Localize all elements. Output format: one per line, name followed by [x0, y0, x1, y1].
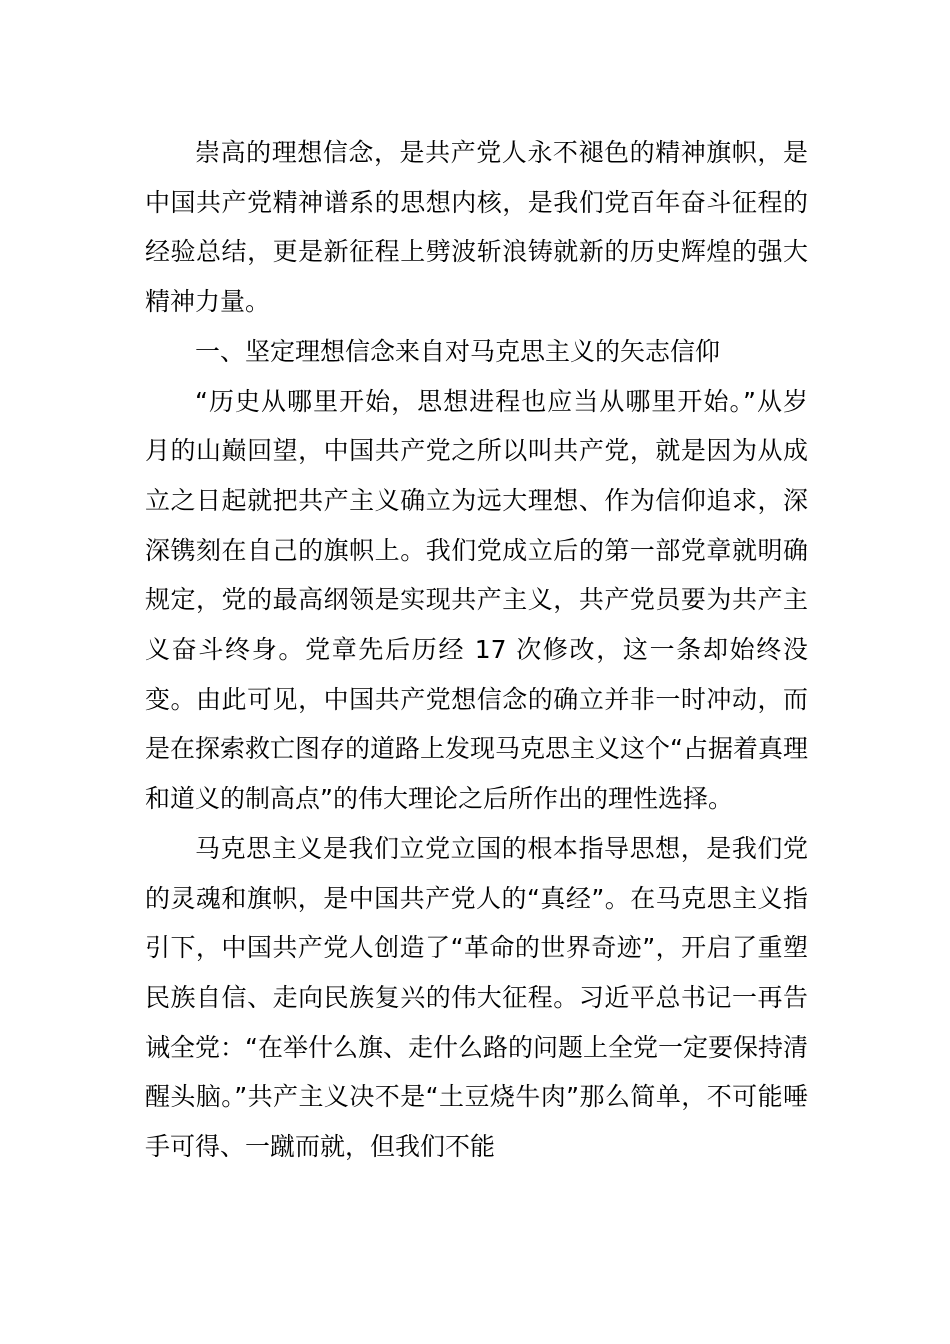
section-heading: 一、坚定理想信念来自对马克思主义的矢志信仰 [195, 336, 721, 366]
document-body [145, 128, 808, 1172]
paragraph-history: “历史从哪里开始，思想进程也应当从哪里开始。”从岁月的山巅回望，中国共产党之所以叫共产党，就是因为从成立之日起就把共产主义确立为远大理想、作为信仰追求，深深镌刻在自己的旗帜上。我们党成立后的第一部党章就明确规定，党的最高纲领是实现共产主义，共产党员要为共产主义奋斗终身。党章先后历经 17 次修改，这一条却始终没变。由此可见，中国共产党想信念的确立并非一时冲动，而是在探索救亡图存的道路上发现马克思主义这个“占据着真理和道义的制高点”的伟大理论之后所作出的理性选择。 [145, 386, 808, 814]
paragraph-intro: 崇高的理想信念，是共产党人永不褪色的精神旗帜，是中国共产党精神谱系的思想内核，是我们党百年奋斗征程的经验总结，更是新征程上劈波斩浪铸就新的历史辉煌的强大精神力量。 [145, 138, 808, 317]
paragraph-marxism: 马克思主义是我们立党立国的根本指导思想，是我们党的灵魂和旗帜，是中国共产党人的“真经”。在马克思主义指引下，中国共产党人创造了“革命的世界奇迹”，开启了重塑民族自信、走向民族复兴的伟大征程。习近平总书记一再告诫全党：“在举什么旗、走什么路的问题上全党一定要保持清醒头脑。”共产主义决不是“土豆烧牛肉”那么简单，不可能唾手可得、一蹴而就，但我们不能 [145, 833, 808, 1162]
